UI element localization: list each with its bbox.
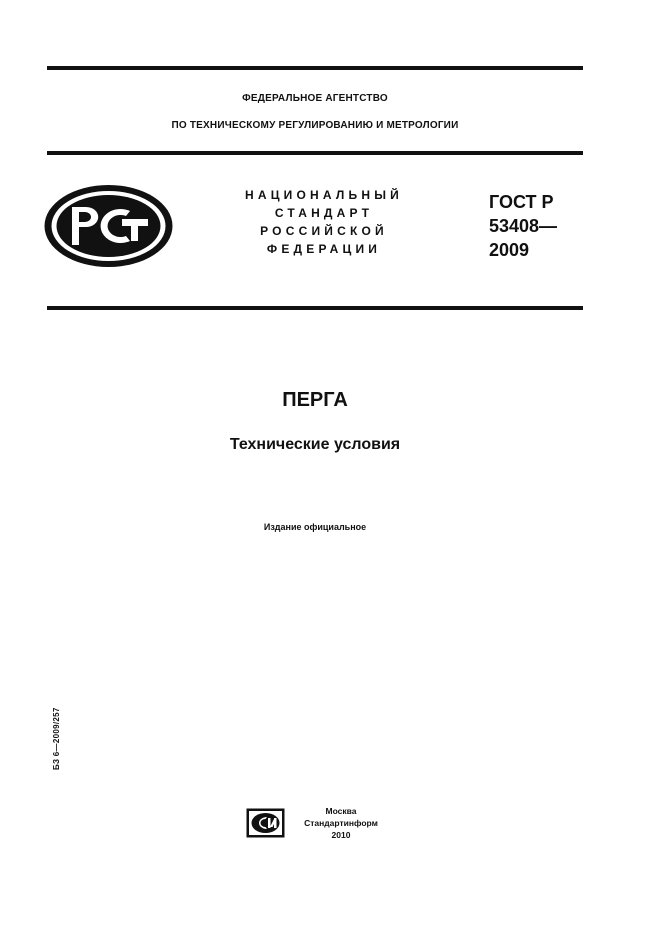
national-standard-line-2: СТАНДАРТ <box>274 206 374 220</box>
agency-line-1: ФЕДЕРАЛЬНОЕ АГЕНТСТВО <box>242 93 388 104</box>
edition-label: Издание официальное <box>263 522 367 532</box>
header-rule <box>47 151 583 155</box>
publisher-name: Стандартинформ <box>304 818 378 828</box>
national-standard-line-4: ФЕДЕРАЦИИ <box>266 242 382 256</box>
publisher-year: 2010 <box>331 830 351 840</box>
side-code: БЗ 6—2009/257 <box>52 707 61 770</box>
national-standard-line-3: РОССИЙСКОЙ <box>260 224 388 238</box>
publisher-city: Москва <box>325 806 357 816</box>
national-standard-line-1: НАЦИОНАЛЬНЫЙ <box>244 188 404 202</box>
standard-bottom-rule <box>47 306 583 310</box>
standartinform-logo-icon <box>246 808 285 838</box>
document-title: ПЕРГА <box>282 389 348 411</box>
gost-code-line-2: 53408— <box>489 216 558 236</box>
gost-code-line-3: 2009 <box>489 240 530 260</box>
gost-code-line-1: ГОСТ Р <box>489 192 554 212</box>
rst-logo-icon <box>42 183 175 269</box>
document-subtitle: Технические условия <box>229 436 401 453</box>
agency-line-2: ПО ТЕХНИЧЕСКОМУ РЕГУЛИРОВАНИЮ И МЕТРОЛОГИИ <box>171 120 459 131</box>
top-rule <box>47 66 583 70</box>
